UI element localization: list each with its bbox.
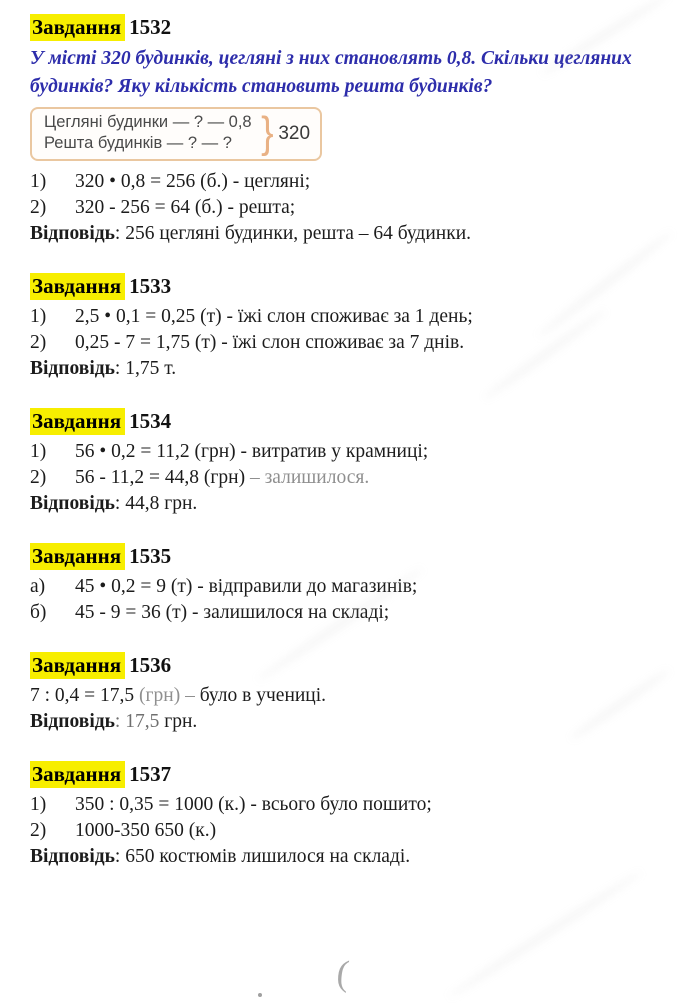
answer-line xyxy=(30,709,672,735)
answer-text: : 1,75 т. xyxy=(114,358,177,379)
task-1536-number: 1536 xyxy=(129,653,172,677)
step-text: 320 • 0,8 = 256 (б.) - цегляні; xyxy=(75,171,311,192)
task-1534-label-highlight: Завдання xyxy=(30,408,125,435)
answer-text: : 650 костюмів лишилося на складі. xyxy=(114,846,411,867)
task-1535-number: 1535 xyxy=(129,544,172,568)
task-1535-label-highlight: Завдання xyxy=(30,543,125,570)
answer-text: грн. xyxy=(159,711,198,732)
answer-faded: : 17,5 xyxy=(114,711,160,732)
step-text: 45 - 9 = 36 (т) - залишилося на складі; xyxy=(75,602,390,623)
task-1534-header xyxy=(30,409,672,434)
step-marker: 1) xyxy=(30,794,47,815)
task-1534-number: 1534 xyxy=(129,409,172,433)
step-marker: 1) xyxy=(30,441,47,462)
scheme-row-brick-houses: Цегляні будинки — ? — 0,8 xyxy=(44,113,252,131)
step-text: 56 • 0,2 = 11,2 (грн) - витратив у крамниці; xyxy=(75,441,429,462)
task-1533-label-highlight: Завдання xyxy=(30,273,125,300)
task-1532-header xyxy=(30,15,672,40)
line-start: 7 : 0,4 = 17,5 xyxy=(30,685,140,706)
answer-line xyxy=(30,221,672,247)
step-text: 1000-350 650 (к.) xyxy=(75,820,217,841)
step-text xyxy=(75,465,672,491)
answer-line xyxy=(30,491,672,517)
task-1532-scheme-box xyxy=(30,107,322,161)
task-1536-header xyxy=(30,653,672,678)
solution-step xyxy=(30,574,672,600)
solution-step xyxy=(30,330,672,356)
step-text: 2,5 • 0,1 = 0,25 (т) - їжі слон споживає за 1 день; xyxy=(75,306,473,327)
solution-step xyxy=(30,465,672,491)
line-faded: (грн) – xyxy=(139,685,200,706)
task-1535-header xyxy=(30,544,672,569)
task-1532-label-highlight: Завдання xyxy=(30,14,125,41)
answer-label: Відповідь xyxy=(30,846,115,867)
task-1536-label-highlight: Завдання xyxy=(30,652,125,679)
curly-brace-icon: } xyxy=(260,108,274,157)
answer-text: : 256 цегляні будинки, решта – 64 будинки. xyxy=(114,223,472,244)
task-1532-problem-statement xyxy=(30,45,672,101)
line-end: було в учениці. xyxy=(199,685,327,706)
step-marker: 2) xyxy=(30,820,47,841)
step-marker: а) xyxy=(30,576,46,597)
scheme-row-other-houses: Решта будинків — ? — ? xyxy=(44,134,232,152)
solution-step xyxy=(30,304,672,330)
section-task-1534 xyxy=(30,409,672,517)
step-text: 0,25 - 7 = 1,75 (т) - їжі слон споживає за 7 днів. xyxy=(75,332,465,353)
ink-dot xyxy=(258,993,262,997)
step-text-main: 56 - 11,2 = 44,8 (грн) xyxy=(75,467,250,488)
scheme-total-value: 320 xyxy=(278,122,311,144)
solution-line xyxy=(30,683,672,709)
section-task-1536 xyxy=(30,653,672,735)
solution-step xyxy=(30,195,672,221)
step-text: 350 : 0,35 = 1000 (к.) - всього було пошито; xyxy=(75,794,432,815)
task-1533-number: 1533 xyxy=(129,274,172,298)
task-1537-number: 1537 xyxy=(129,762,172,786)
answer-label: Відповідь xyxy=(30,711,115,732)
step-marker: 2) xyxy=(30,332,47,353)
solution-step xyxy=(30,600,672,626)
section-task-1532 xyxy=(30,15,672,247)
step-text-faded: – залишилося. xyxy=(249,467,370,488)
scheme-rows xyxy=(44,112,252,154)
answer-label: Відповідь xyxy=(30,358,115,379)
section-task-1533 xyxy=(30,274,672,382)
answer-line xyxy=(30,356,672,382)
task-1537-header xyxy=(30,762,672,787)
answer-line xyxy=(30,844,672,870)
solution-step xyxy=(30,818,672,844)
step-marker: 1) xyxy=(30,171,47,192)
section-task-1535 xyxy=(30,544,672,626)
answer-label: Відповідь xyxy=(30,223,115,244)
step-marker: 2) xyxy=(30,467,47,488)
step-marker: б) xyxy=(30,602,47,623)
answer-label: Відповідь xyxy=(30,493,115,514)
problem-line-1: У місті 320 будинків, цегляні з них становлять 0,8. Скільки цегляних xyxy=(30,48,632,69)
stray-paren-mark: ( xyxy=(334,952,352,994)
solution-step xyxy=(30,169,672,195)
solution-step xyxy=(30,439,672,465)
task-1537-label-highlight: Завдання xyxy=(30,761,125,788)
problem-line-2: будинків? Яку кількість становить решта будинків? xyxy=(30,76,493,97)
step-marker: 1) xyxy=(30,306,47,327)
section-task-1537 xyxy=(30,762,672,870)
watermark-smudge xyxy=(446,868,644,1001)
task-1533-header xyxy=(30,274,672,299)
answer-text: : 44,8 грн. xyxy=(114,493,198,514)
solution-step xyxy=(30,792,672,818)
step-text: 320 - 256 = 64 (б.) - решта; xyxy=(75,197,296,218)
step-text: 45 • 0,2 = 9 (т) - відправили до магазинів; xyxy=(75,576,418,597)
step-marker: 2) xyxy=(30,197,47,218)
task-1532-number: 1532 xyxy=(129,15,172,39)
